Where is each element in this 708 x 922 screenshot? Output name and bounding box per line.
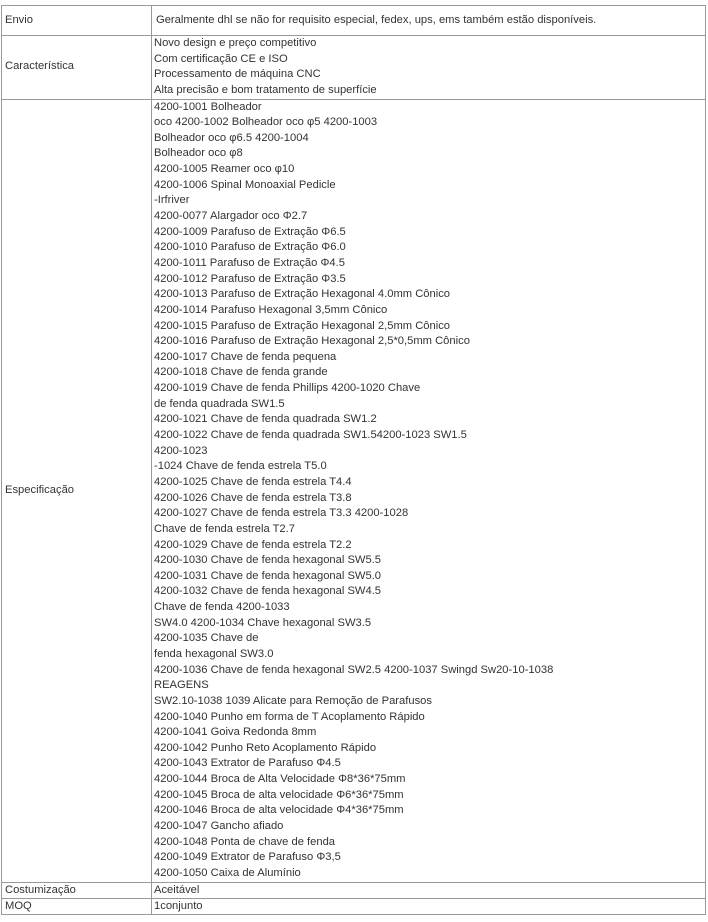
spec-line: Novo design e preço competitivo: [154, 37, 317, 49]
spec-line: -Irfriver: [154, 194, 190, 207]
spec-line: 4200-1029 Chave de fenda estrela T2.2: [154, 538, 352, 551]
spec-line: 4200-1005 Reamer oco φ10: [154, 163, 295, 176]
spec-line: 4200-1035 Chave de: [154, 632, 259, 645]
spec-line: 4200-1012 Parafuso de Extração Φ3.5: [154, 272, 346, 285]
spec-line: 4200-1036 Chave de fenda hexagonal SW2.5 4200-1037 Swingd Sw20-10-1038: [154, 663, 554, 676]
spec-line: fenda hexagonal SW3.0: [154, 647, 274, 660]
row-envio: [2, 6, 706, 36]
row-value-moq: 1conjunto: [152, 898, 706, 914]
spec-line: 4200-1010 Parafuso de Extração Φ6.0: [154, 241, 346, 254]
spec-line: 4200-1050 Caixa de Alumínio: [154, 866, 301, 879]
row-label-costumizacao: Costumização: [2, 882, 152, 898]
spec-line: Chave de fenda 4200-1033: [154, 601, 290, 614]
spec-line: 4200-1001 Bolheador: [154, 100, 262, 113]
spec-line: 4200-1046 Broca de alta velocidade Φ4*36*75mm: [154, 804, 404, 817]
caracteristica-list: [154, 36, 705, 99]
row-value-envio: Geralmente dhl se não for requisito especial, fedex, ups, ems também estão disponíveis.: [152, 6, 706, 36]
spec-line: SW2.10-1038 1039 Alicate para Remoção de Parafusos: [154, 694, 432, 707]
spec-line: 4200-1045 Broca de alta velocidade Φ6*36*75mm: [154, 788, 404, 801]
spec-line: 4200-1013 Parafuso de Extração Hexagonal 4.0mm Cônico: [154, 288, 451, 301]
spec-line: 4200-1021 Chave de fenda quadrada SW1.2: [154, 413, 377, 426]
spec-line: 4200-1025 Chave de fenda estrela T4.4: [154, 475, 352, 488]
spec-line: 4200-1040 Punho em forma de T Acoplamento Rápido: [154, 710, 425, 723]
spec-line: 4200-1048 Ponta de chave de fenda: [154, 835, 336, 848]
spec-line: 4200-1009 Parafuso de Extração Φ6.5: [154, 225, 346, 238]
row-label-especificacao: Especificação: [2, 99, 152, 882]
spec-line: 4200-1014 Parafuso Hexagonal 3,5mm Cônico: [154, 303, 388, 316]
row-moq: [2, 898, 706, 914]
spec-line: Chave de fenda estrela T2.7: [154, 522, 295, 535]
spec-line: 4200-1017 Chave de fenda pequena: [154, 350, 337, 363]
spec-line: 4200-1011 Parafuso de Extração Φ4.5: [154, 256, 345, 269]
spec-line: 4200-1032 Chave de fenda hexagonal SW4.5: [154, 585, 382, 598]
spec-line: -1024 Chave de fenda estrela T5.0: [154, 460, 327, 473]
row-label-caracteristica: Característica: [2, 36, 152, 100]
row-value-especificacao: [152, 99, 706, 882]
spec-line: 4200-1031 Chave de fenda hexagonal SW5.0: [154, 569, 382, 582]
spec-line: 4200-1044 Broca de Alta Velocidade Φ8*36*75mm: [154, 773, 406, 786]
spec-line: 4200-1043 Extrator de Parafuso Φ4.5: [154, 757, 341, 770]
spec-line: Com certificação CE e ISO: [154, 52, 288, 65]
spec-line: oco 4200-1002 Bolheador oco φ5 4200-1003: [154, 116, 378, 129]
spec-line: de fenda quadrada SW1.5: [154, 397, 285, 410]
spec-line: 4200-1041 Goiva Redonda 8mm: [154, 726, 317, 739]
row-costumizacao: [2, 882, 706, 898]
spec-line: 4200-1030 Chave de fenda hexagonal SW5.5: [154, 554, 382, 567]
especificacao-list: [154, 100, 705, 882]
spec-line: 4200-1049 Extrator de Parafuso Φ3,5: [154, 851, 341, 864]
row-value-caracteristica: [152, 36, 706, 100]
row-label-envio: Envio: [2, 6, 152, 36]
row-caracteristica: [2, 36, 706, 100]
spec-line: 4200-1042 Punho Reto Acoplamento Rápido: [154, 741, 377, 754]
spec-line: 4200-1047 Gancho afiado: [154, 820, 284, 833]
spec-line: 4200-1006 Spinal Monoaxial Pedicle: [154, 178, 336, 191]
spec-line: REAGENS: [154, 679, 209, 692]
spec-line: 4200-1019 Chave de fenda Phillips 4200-1020 Chave: [154, 382, 421, 395]
row-label-moq: MOQ: [2, 898, 152, 914]
spec-line: Bolheador oco φ8: [154, 147, 243, 160]
spec-line: Bolheador oco φ6.5 4200-1004: [154, 131, 309, 144]
spec-line: Alta precisão e bom tratamento de superfície: [154, 83, 377, 96]
spec-line: 4200-1018 Chave de fenda grande: [154, 366, 328, 379]
spec-line: 4200-0077 Alargador oco Φ2.7: [154, 210, 308, 223]
spec-line: Processamento de máquina CNC: [154, 68, 321, 81]
row-especificacao: [2, 99, 706, 882]
row-value-costumizacao: Aceitável: [152, 882, 706, 898]
product-spec-table: [1, 5, 706, 915]
spec-line: 4200-1022 Chave de fenda quadrada SW1.54200-1023 SW1.5: [154, 429, 467, 442]
spec-line: 4200-1015 Parafuso de Extração Hexagonal 2,5mm Cônico: [154, 319, 451, 332]
spec-line: 4200-1016 Parafuso de Extração Hexagonal 2,5*0,5mm Cônico: [154, 335, 470, 348]
spec-line: 4200-1026 Chave de fenda estrela T3.8: [154, 491, 352, 504]
spec-line: 4200-1027 Chave de fenda estrela T3.3 4200-1028: [154, 507, 409, 520]
spec-line: 4200-1023: [154, 444, 208, 457]
spec-line: SW4.0 4200-1034 Chave hexagonal SW3.5: [154, 616, 372, 629]
